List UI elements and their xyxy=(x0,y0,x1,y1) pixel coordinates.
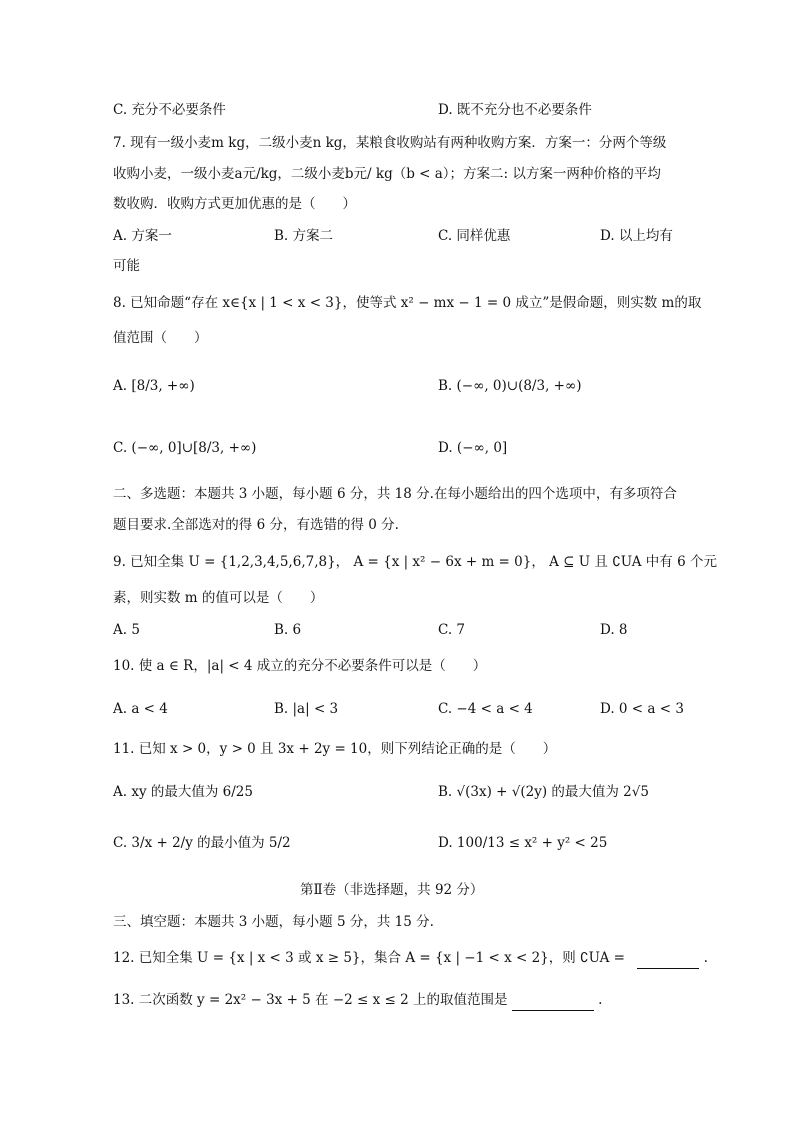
q10-stem: 10. 使 a ∈ R，|a| < 4 成立的充分不必要条件可以是（ ） xyxy=(113,658,487,674)
q10-option-d: D. 0 < a < 3 xyxy=(600,701,684,717)
q9-option-b: B. 6 xyxy=(274,622,302,638)
q13-period: . xyxy=(598,992,603,1008)
q8-option-c: C. (−∞, 0]∪[8/3, +∞) xyxy=(113,440,257,456)
q7-line-2: 收购小麦，一级小麦a元/kg，二级小麦b元/ kg（b < a）；方案二: 以方案一两种价格的平均 xyxy=(113,166,661,182)
q13-stem xyxy=(113,990,602,1011)
q12-period: . xyxy=(703,950,708,966)
q10-option-c: C. −4 < a < 4 xyxy=(438,701,533,717)
q9-option-a: A. 5 xyxy=(113,622,140,638)
q7-line-1: 7. 现有一级小麦m kg，二级小麦n kg，某粮食收购站有两种收购方案．方案一：分两个等级 xyxy=(113,135,667,151)
q7-line-3: 数收购．收购方式更加优惠的是（ ） xyxy=(113,196,356,212)
q6-option-c: C. 充分不必要条件 xyxy=(113,102,226,118)
q10-option-b: B. |a| < 3 xyxy=(274,701,339,717)
q11-option-a: A. xy 的最大值为 6/25 xyxy=(113,784,253,800)
q9-line-2: 素，则实数 m 的值可以是（ ） xyxy=(113,590,324,606)
q11-option-d: D. 100/13 ≤ x² + y² < 25 xyxy=(438,835,608,851)
q12-text: 12. 已知全集 U = {x | x < 3 或 x ≥ 5}，集合 A = {x | −1 < x < 2}，则 ∁UA = xyxy=(113,950,625,966)
q7-option-a: A. 方案一 xyxy=(113,228,172,244)
q9-option-d: D. 8 xyxy=(600,622,628,638)
q9-line-1: 9. 已知全集 U = {1,2,3,4,5,6,7,8}， A = {x | x² − 6x + m = 0}， A ⊆ U 且 ∁UA 中有 6 个元 xyxy=(113,554,717,570)
section-2-line-2: 题目要求.全部选对的得 6 分，有选错的得 0 分. xyxy=(113,517,399,533)
q8-option-a: A. [8/3, +∞) xyxy=(113,378,195,394)
section-2-line-1: 二、多选题：本题共 3 小题，每小题 6 分，共 18 分.在每小题给出的四个选项中，有多项符合 xyxy=(113,486,677,502)
part-2-heading: 第Ⅱ卷（非选择题，共 92 分） xyxy=(300,882,484,898)
q7-option-d-cont: 可能 xyxy=(113,258,140,274)
q12-stem xyxy=(113,948,708,969)
q7-option-b: B. 方案二 xyxy=(274,228,334,244)
q9-option-c: C. 7 xyxy=(438,622,466,638)
q7-option-d: D. 以上均有 xyxy=(600,228,673,244)
q13-answer-blank[interactable] xyxy=(512,990,594,1011)
q12-answer-blank[interactable] xyxy=(637,948,699,969)
q11-option-c: C. 3/x + 2/y 的最小值为 5/2 xyxy=(113,835,291,851)
q11-option-b: B. √(3x) + √(2y) 的最大值为 2√5 xyxy=(438,784,649,800)
q13-text: 13. 二次函数 y = 2x² − 3x + 5 在 −2 ≤ x ≤ 2 上的取值范围是 xyxy=(113,992,508,1008)
q8-option-d: D. (−∞, 0] xyxy=(438,440,508,456)
q8-option-b: B. (−∞, 0)∪(8/3, +∞) xyxy=(438,378,582,394)
q7-option-c: C. 同样优惠 xyxy=(438,228,511,244)
q8-line-2: 值范围（ ） xyxy=(113,330,208,346)
section-3-heading: 三、填空题：本题共 3 小题，每小题 5 分，共 15 分. xyxy=(113,914,434,930)
q6-option-d: D. 既不充分也不必要条件 xyxy=(438,102,592,118)
q10-option-a: A. a < 4 xyxy=(113,701,168,717)
q11-stem: 11. 已知 x > 0，y > 0 且 3x + 2y = 10，则下列结论正确的是（ ） xyxy=(113,741,557,757)
q8-line-1: 8. 已知命题“存在 x∈{x | 1 < x < 3}，使等式 x² − mx − 1 = 0 成立”是假命题，则实数 m的取 xyxy=(113,295,702,311)
